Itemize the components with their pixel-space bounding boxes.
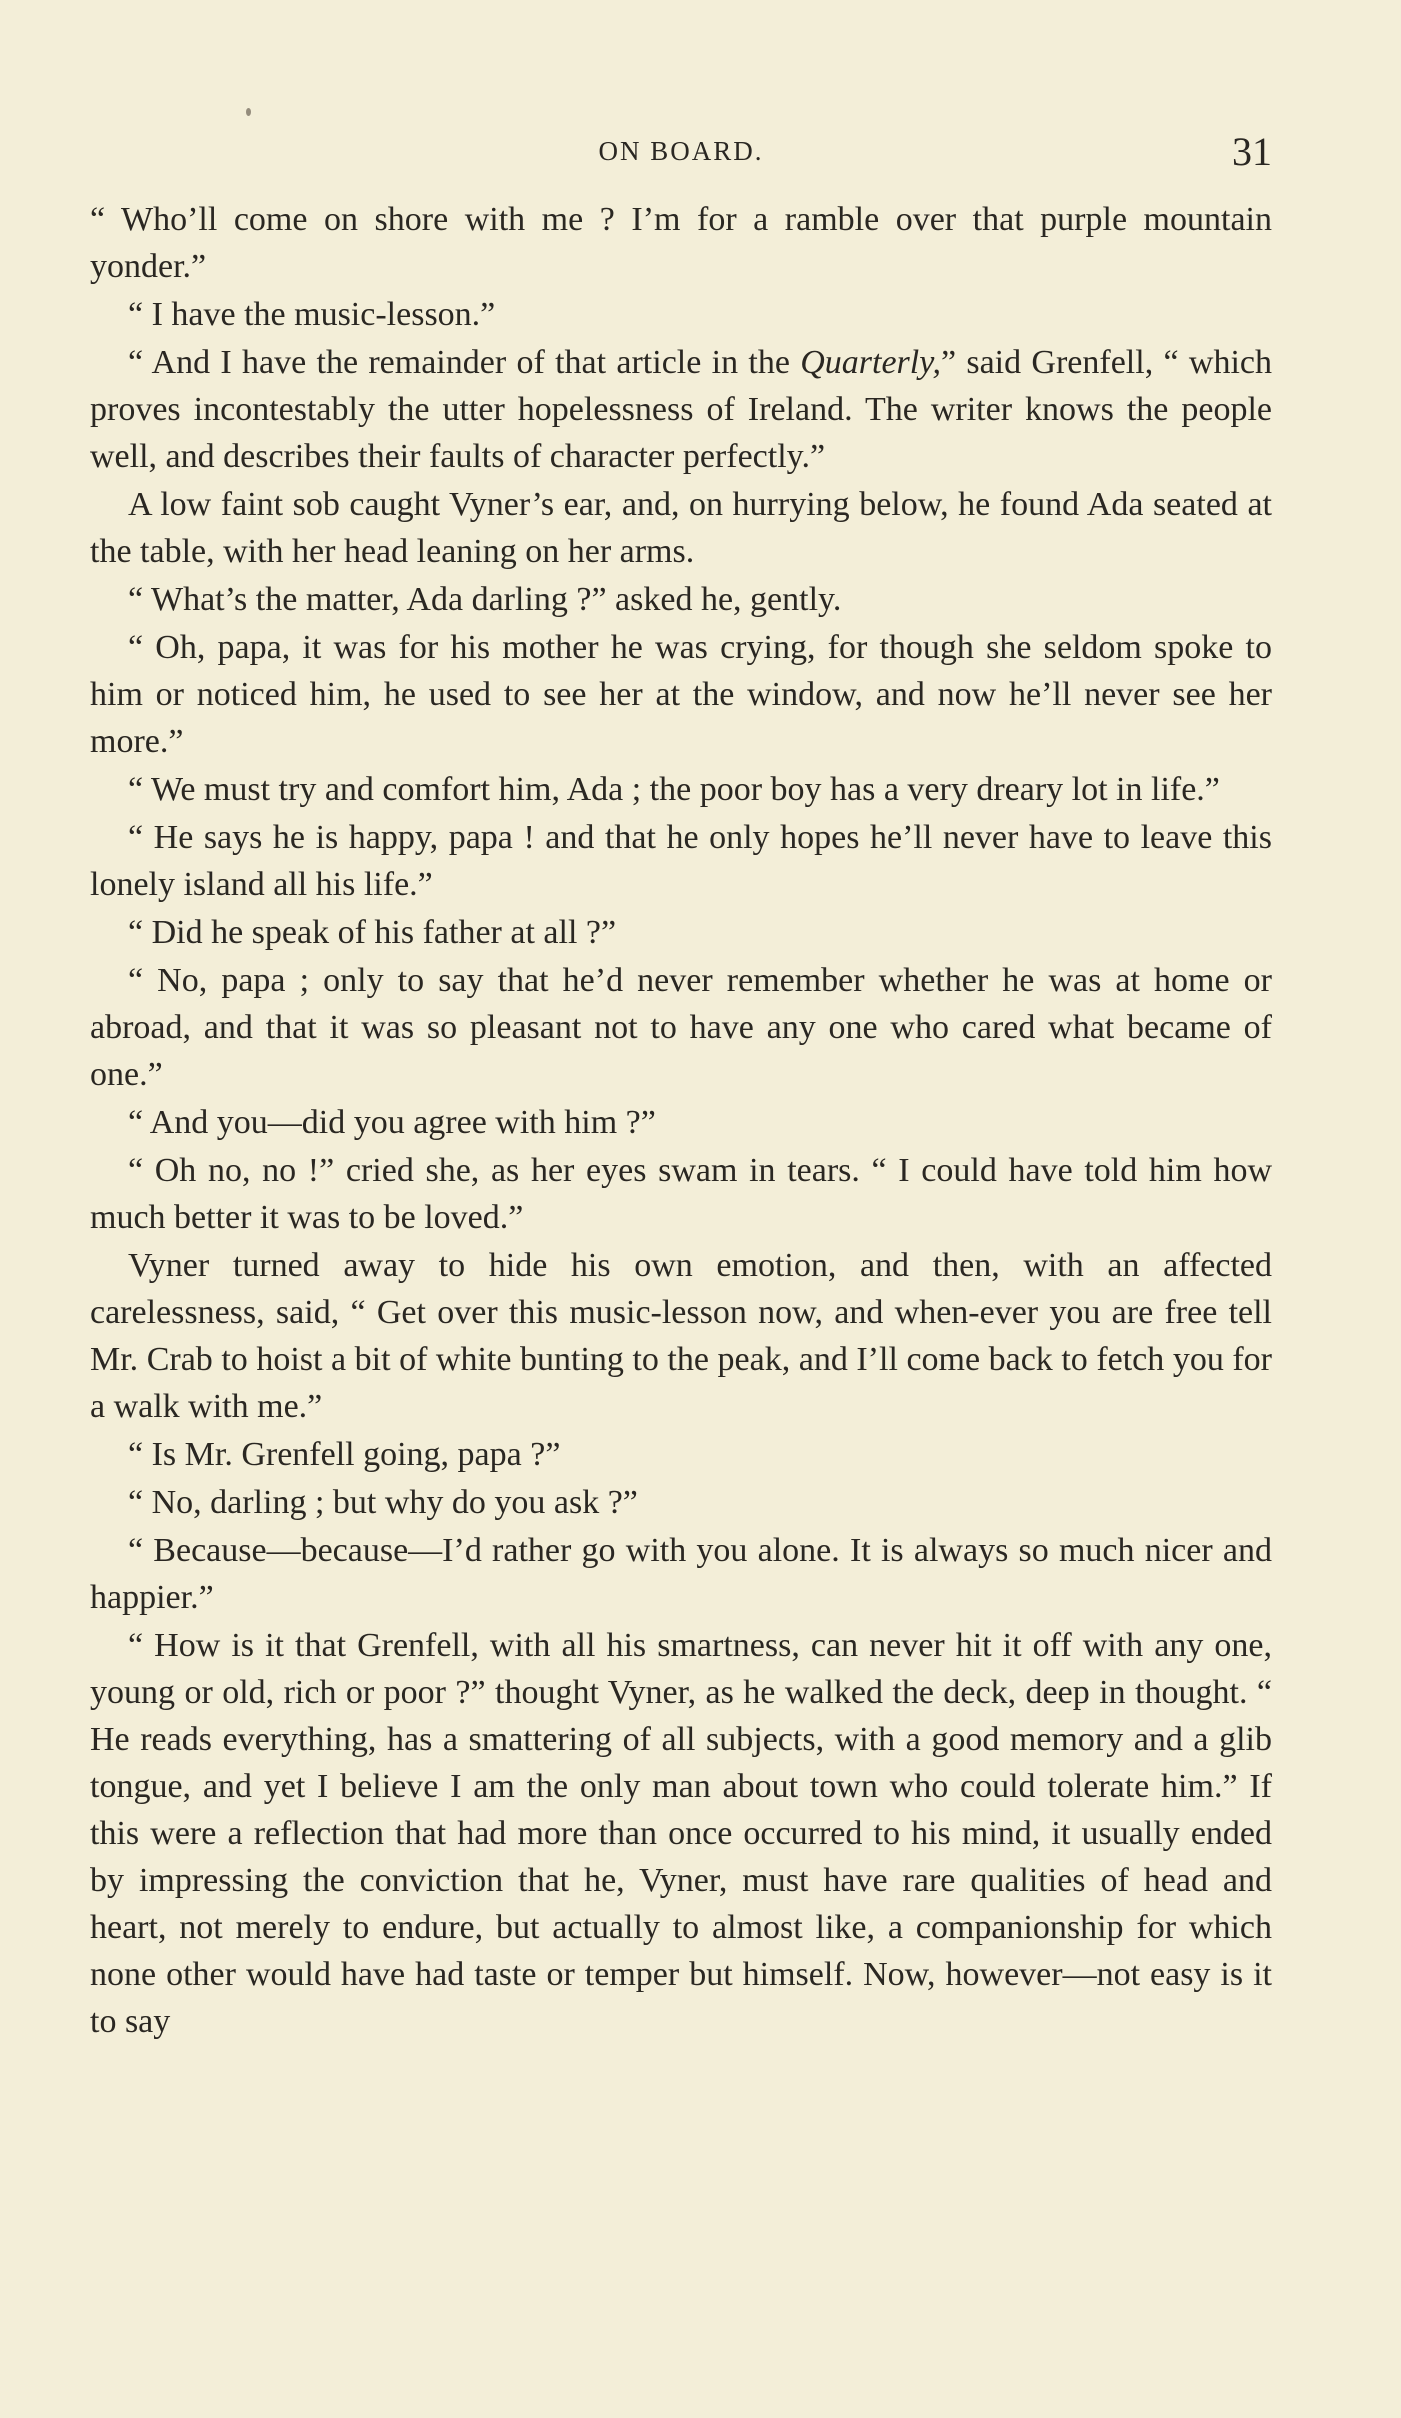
paragraph-16: “ Because—because—I’d rather go with you alone. It is always so much nicer and happier.” xyxy=(90,1532,1272,1616)
paragraph-3-end: ” said Grenfell, “ which proves incontestably the utter hopelessness of Ireland. The writer knows the people well, and describes their faults of character perfectly.” xyxy=(90,344,1272,475)
paragraph-7: “ We must try and comfort him, Ada ; the poor boy has a very dreary lot in life.” xyxy=(128,771,1220,808)
paragraph-3 xyxy=(90,339,1272,480)
body-text xyxy=(90,196,1272,2045)
paragraph-10: “ No, papa ; only to say that he’d never remember whether he was at home or abroad, and that it was so pleasant not to have any one who cared what became of one.” xyxy=(90,962,1272,1093)
quarterly-title: Quarterly, xyxy=(800,344,941,381)
paragraph-3-start: “ And I have the remainder of that article in the xyxy=(128,344,801,381)
paragraph-9: “ Did he speak of his father at all ?” xyxy=(128,914,617,951)
paragraph-5: “ What’s the matter, Ada darling ?” asked he, gently. xyxy=(128,581,842,618)
paragraph-6: “ Oh, papa, it was for his mother he was crying, for though she seldom spoke to him or noticed him, he used to see her at the window, and now he’ll never see her more.” xyxy=(90,629,1272,760)
paragraph-13: Vyner turned away to hide his own emotion, and then, with an affected carelessness, said, “ Get over this music-lesson now, and when-ever you are free tell Mr. Crab to hoist a bit of white bunting to the peak, and I’ll come back to fetch you for a walk with me.” xyxy=(90,1247,1272,1425)
running-head: ON BOARD. xyxy=(598,136,764,166)
page-number: 31 xyxy=(1232,129,1272,174)
paragraph-2: “ I have the music-lesson.” xyxy=(128,296,496,333)
paragraph-17: “ How is it that Grenfell, with all his smartness, can never hit it off with any one, young or old, rich or poor ?” thought Vyner, as he walked the deck, deep in thought. “ He reads everything, has a smattering of all subjects, with a good memory and a glib tongue, and yet I believe I am the only man about town who could tolerate him.” If this were a reflection that had more than once occurred to his mind, it usually ended by impressing the conviction that he, Vyner, must have rare qualities of head and heart, not merely to endure, but actually to almost like, a companionship for which none other would have had taste or temper but himself. Now, however—not easy is it to say xyxy=(90,1627,1272,2040)
paragraph-8: “ He says he is happy, papa ! and that he only hopes he’ll never have to leave this lonely island all his life.” xyxy=(90,819,1272,903)
paragraph-1: “ Who’ll come on shore with me ? I’m for a ramble over that purple mountain yonder.” xyxy=(90,201,1272,285)
paragraph-4: A low faint sob caught Vyner’s ear, and, on hurrying below, he found Ada seated at the table, with her head leaning on her arms. xyxy=(90,486,1272,570)
page-header xyxy=(90,128,1272,188)
paragraph-11: “ And you—did you agree with him ?” xyxy=(128,1104,656,1141)
ink-speck xyxy=(246,108,251,116)
paragraph-14: “ Is Mr. Grenfell going, papa ?” xyxy=(128,1436,561,1473)
paragraph-12: “ Oh no, no !” cried she, as her eyes swam in tears. “ I could have told him how much better it was to be loved.” xyxy=(90,1152,1272,1236)
paragraph-15: “ No, darling ; but why do you ask ?” xyxy=(128,1484,638,1521)
